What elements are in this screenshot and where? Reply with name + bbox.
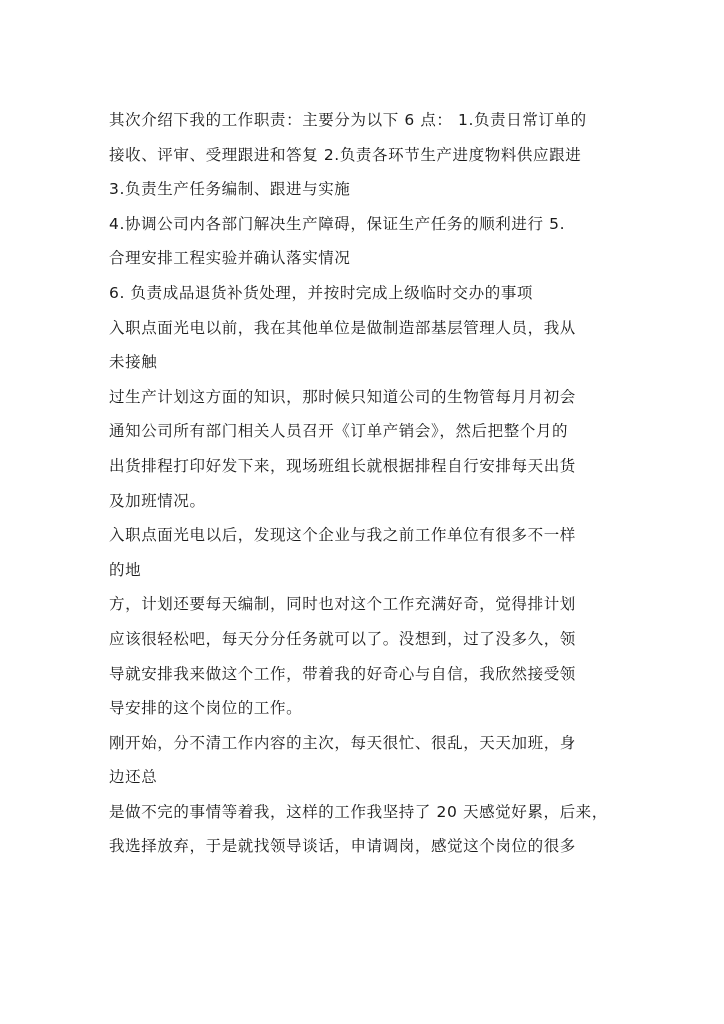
text-line: 出货排程打印好发下来，现场班组长就根据排程自行安排每天出货 xyxy=(109,456,576,475)
text-line: 通知公司所有部门相关人员召开《订单产销会》，然后把整个月的 xyxy=(109,422,569,441)
text-line: 过生产计划这方面的知识，那时候只知道公司的生物管每月月初会 xyxy=(109,387,576,406)
text-line: 4.协调公司内各部门解决生产障碍，保证生产任务的顺利进行 5. xyxy=(109,214,566,233)
text-line: 导安排的这个岗位的工作。 xyxy=(109,699,303,718)
text-line: 的地 xyxy=(109,560,142,579)
text-line: 3.负责生产任务编制、跟进与实施 xyxy=(109,180,351,199)
text-line: 未接触 xyxy=(109,353,158,372)
text-line: 刚开始，分不清工作内容的主次，每天很忙、很乱，天天加班，身 xyxy=(109,733,576,752)
text-line: 边还总 xyxy=(109,768,158,787)
text-line: 合理安排工程实验并确认落实情况 xyxy=(109,249,351,268)
text-line: 入职点面光电以前，我在其他单位是做制造部基层管理人员，我从 xyxy=(109,318,576,337)
text-line: 6. 负责成品退货补货处理，并按时完成上级临时交办的事项 xyxy=(109,283,534,302)
text-line: 应该很轻松吧，每天分分任务就可以了。没想到，过了没多久，领 xyxy=(109,629,576,648)
text-line: 是做不完的事情等着我，这样的工作我坚持了 20 天感觉好累，后来， xyxy=(109,802,608,821)
document-body xyxy=(109,103,629,864)
text-line: 及加班情况。 xyxy=(109,491,206,510)
text-line: 其次介绍下我的工作职责：主要分为以下 6 点： 1.负责日常订单的 xyxy=(109,111,587,129)
text-line: 我选择放弃，于是就找领导谈话，申请调岗，感觉这个岗位的很多 xyxy=(109,837,576,856)
text-line: 入职点面光电以后，发现这个企业与我之前工作单位有很多不一样 xyxy=(109,526,576,545)
text-line: 接收、评审、受理跟进和答复 2.负责各环节生产进度物料供应跟进 xyxy=(109,145,582,164)
text-line: 导就安排我来做这个工作，带着我的好奇心与自信，我欣然接受领 xyxy=(109,664,576,683)
text-line: 方，计划还要每天编制，同时也对这个工作充满好奇，觉得排计划 xyxy=(109,595,576,614)
